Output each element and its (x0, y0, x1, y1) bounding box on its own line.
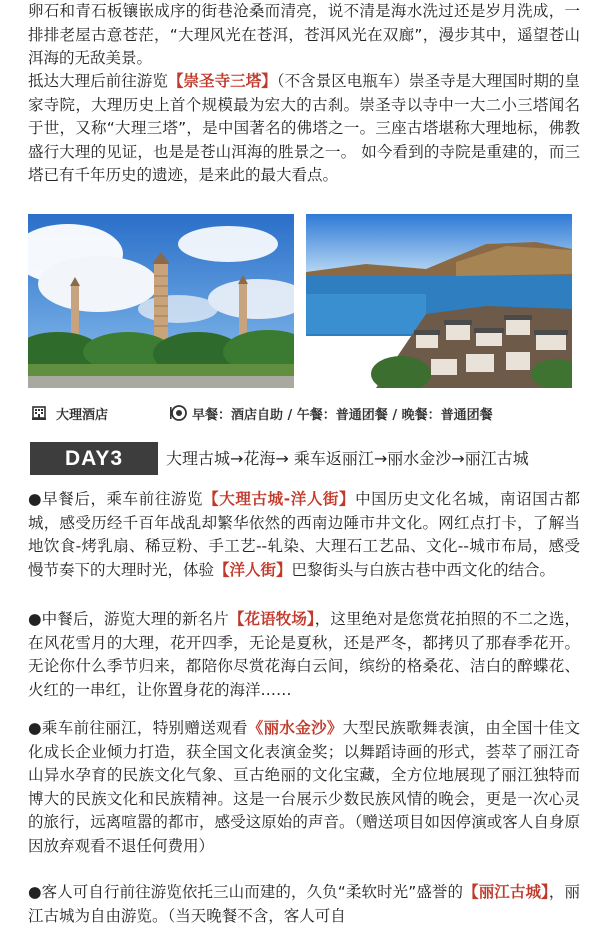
p4-pre: ●客人可自行前往游览依托三山而建的，久负“柔软时光”盛誉的 (28, 883, 464, 901)
temple-pre-text: 抵达大理后前往游览 (28, 72, 168, 90)
p1-mid: 中国历史文化名城，南诏国古都城，感受历经千百年战乱却繁华依然的西南边陲市井文化。网红点打卡，了解当地饮食-烤乳扇、稀豆粉、手工艺--轧染、大理石工艺品、文化--城市布局，感受慢节奏下的大理时光，体验 (28, 490, 580, 579)
intro-text: 卵石和青石板镶嵌成序的街巷沧桑而清亮，说不清是海水洗过还是岁月洗成，一排排老屋古意苍茫，“大理风光在苍洱，苍洱风光在双廊”，漫步其中，遥望苍山洱海的无敌美景。 (28, 2, 580, 68)
p1-name: 【大理古城-洋人街】 (203, 490, 356, 508)
p3-pre: ●乘车前往丽江，特别赠送观看 (28, 719, 248, 737)
p1-pre: ●早餐后，乘车前往游览 (28, 490, 204, 508)
p1-post: 巴黎街头与白族古巷中西文化的结合。 (291, 560, 556, 579)
three-pagodas-photo (28, 214, 294, 388)
hotel-label: 大理酒店 (56, 408, 109, 423)
day-badge: DAY3 (30, 442, 158, 475)
temple-paragraph (28, 70, 580, 188)
p2-post: ，这里绝对是您赏花拍照的不二之选，在风花雪月的大理，花开四季，无论是夏秋，还是严冬，都拷贝了那春季花开。无论你什么季节归来，都陪你尽赏花海白云间，缤纷的格桑花、洁白的醉蝶花、火红的一串红，让你置身花的海洋…… (28, 610, 580, 699)
p4-post: ，丽江古城为自由游览。（当天晚餐不含，客人可自 (28, 883, 580, 925)
itinerary-paragraph-1 (28, 488, 580, 582)
hotel-icon (30, 404, 48, 422)
meals-text: 早餐：酒店自助 / 午餐：普通团餐 / 晚餐：普通团餐 (192, 408, 493, 423)
p2-name: 【花语牧场】 (228, 610, 315, 628)
p3-name: 《丽水金沙》 (247, 719, 343, 737)
accommodation-row (30, 402, 590, 424)
itinerary-paragraph-4 (28, 881, 580, 928)
p4-name: 【丽江古城】 (463, 883, 549, 901)
p1-name2: 【洋人街】 (214, 560, 292, 579)
p3-post: 大型民族歌舞表演，由全国十佳文化成长企业倾力打造，获全国文化表演金奖；以舞蹈诗画的形式，荟萃了丽江奇山异水孕育的民族文化气象、亘古绝丽的文化宝藏，全方位地展现了丽江独特而博大的民族文化和民族精神。这是一台展示少数民族风情的晚会，更是一次心灵的旅行，远离喧嚣的都市，感受这原始的声音。（赠送项目如因停演或客人自身原因放弃观看不退任何费用） (28, 719, 580, 855)
temple-name: 【崇圣寺三塔】 (167, 72, 277, 90)
p2-pre: ●中餐后，游览大理的新名片 (28, 610, 229, 628)
temple-post-text: （不含景区电瓶车）崇圣寺是大理国时期的皇家寺院，大理历史上首个规模最为宏大的古刹。崇圣寺以寺中一大二小三塔闻名于世，又称“大理三塔”，是中国著名的佛塔之一。三座古塔堪称大理地标，佛教盛行大理的见证，也是是苍山洱海的胜景之一。 如今看到的寺院是重建的，而三塔已有千年历史的遗迹，是来此的最大看点。 (28, 72, 580, 185)
day-route: 大理古城→花海→ 乘车返丽江→丽水金沙→丽江古城 (166, 449, 529, 468)
intro-paragraph (28, 0, 580, 71)
erhai-lake-town-photo (306, 214, 572, 388)
itinerary-paragraph-2 (28, 608, 580, 702)
itinerary-paragraph-3 (28, 717, 580, 859)
meal-icon (170, 404, 188, 422)
